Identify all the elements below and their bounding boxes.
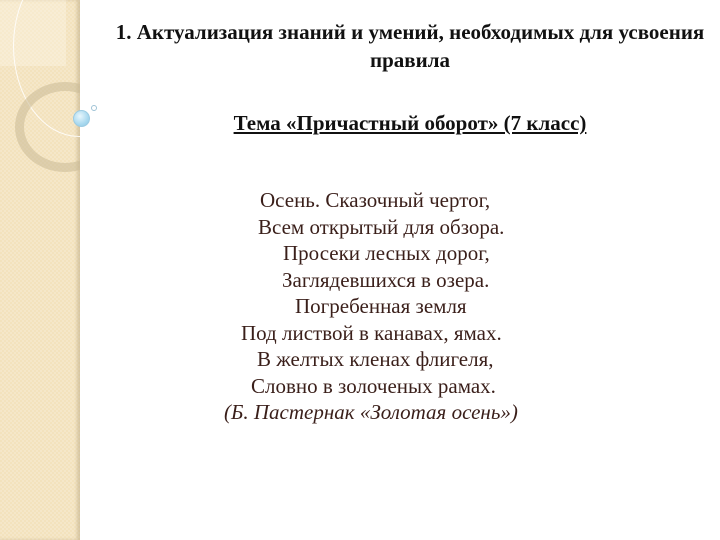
poem-attribution: (Б. Пастернак «Золотая осень») [224,400,518,424]
poem [200,187,600,426]
slide-title: 1. Актуализация знаний и умений, необходимых для усвоения правила [115,20,705,72]
decorative-sidebar [0,0,80,540]
poem-line: Погребенная земля [295,294,467,318]
topic-heading: Тема «Причастный оборот» (7 класс) [233,111,587,135]
small-bubble-icon [91,105,97,111]
poem-line: Осень. Сказочный чертог, [260,188,491,212]
decorative-arcs [0,0,80,200]
poem-line: Просеки лесных дорог, [283,241,490,265]
poem-line: Словно в золоченых рамах. [251,373,496,398]
poem-line: Под листвой в канавах, ямах. [241,320,502,345]
poem-line: Заглядевшихся в озера. [282,267,490,292]
poem-line: В желтых кленах флигеля, [257,347,494,371]
slide-subtitle [100,109,720,137]
poem-line: Всем открытый для обзора. [258,214,505,239]
bubble-icon [73,110,90,127]
